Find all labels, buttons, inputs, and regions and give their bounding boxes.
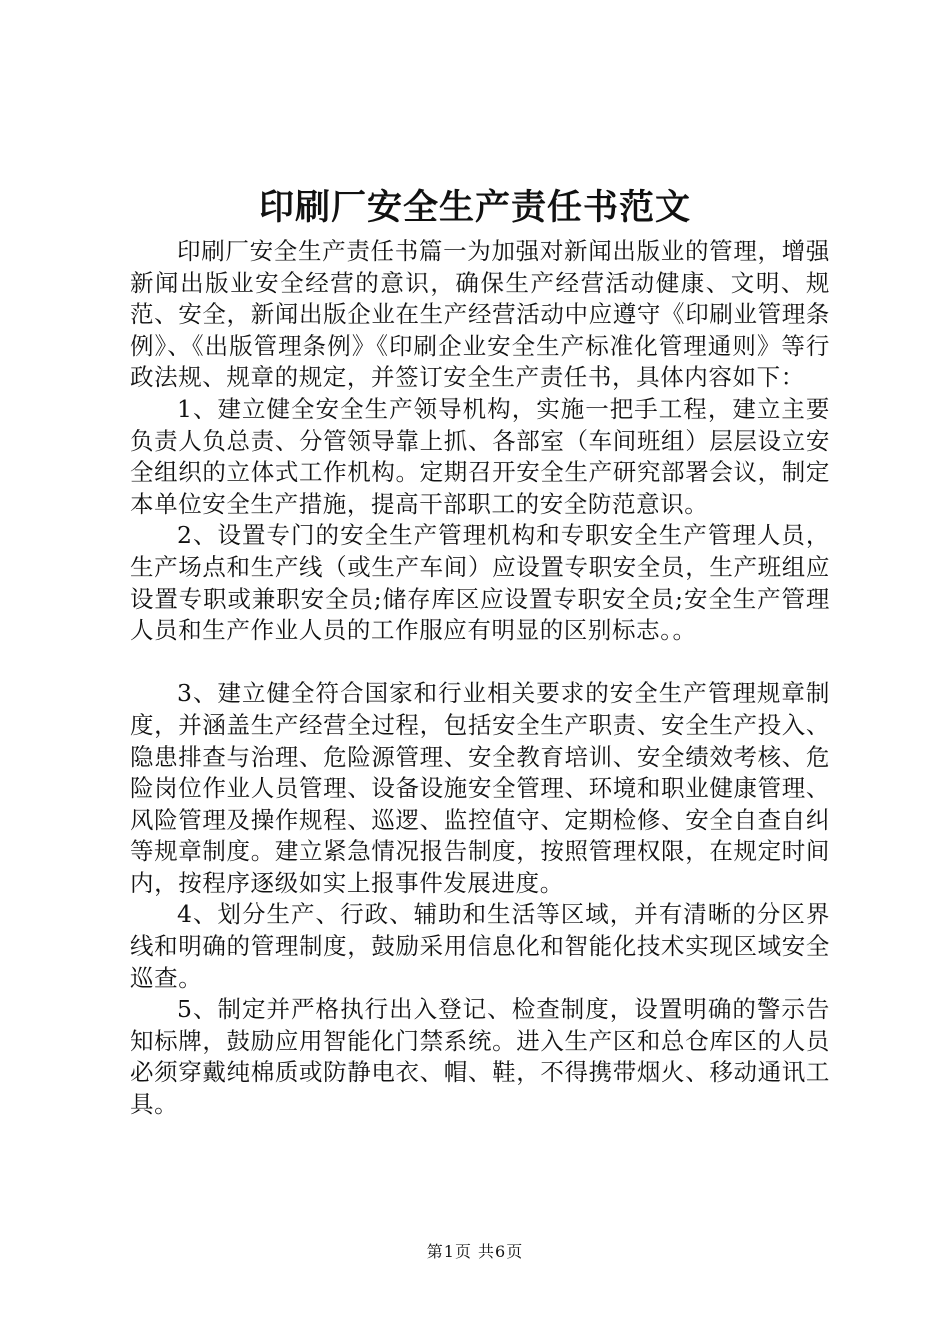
document-title: 印刷厂安全生产责任书范文 <box>258 187 691 228</box>
intro-paragraph: 印刷厂安全生产责任书篇一为加强对新闻出版业的管理，增强新闻出版业安全经营的意识，确保生产经营活动健康、文明、规范、安全，新闻出版企业在生产经营活动中应遵守《印刷业管理条例》、《出版管理条例》《印刷企业安全生产标准化管理通则》等行政法规、规章的规定，并签订安全生产责任书，具体内容如下： <box>130 237 830 392</box>
clause-3-paragraph: 3、建立健全符合国家和行业相关要求的安全生产管理规章制度，并涵盖生产经营全过程，包括安全生产职责、安全生产投入、隐患排查与治理、危险源管理、安全教育培训、安全绩效考核、危险岗位作业人员管理、设备设施安全管理、环境和职业健康管理、风险管理及操作规程、巡逻、监控值守、定期检修、安全自查自纠等规章制度。建立紧急情况报告制度，按照管理权限，在规定时间内，按程序逐级如实上报事件发展进度。 <box>130 679 830 897</box>
clause-4-paragraph: 4、划分生产、行政、辅助和生活等区域，并有清晰的分区界线和明确的管理制度，鼓励采用信息化和智能化技术实现区域安全巡查。 <box>130 900 830 992</box>
document-body <box>130 236 830 1121</box>
page-number-footer: 第1页 共6页 <box>426 1242 524 1261</box>
clause-5-paragraph: 5、制定并严格执行出入登记、检查制度，设置明确的警示告知标牌，鼓励应用智能化门禁系统。进入生产区和总仓库区的人员必须穿戴纯棉质或防静电衣、帽、鞋，不得携带烟火、移动通讯工具。 <box>130 995 830 1119</box>
clause-2-paragraph: 2、设置专门的安全生产管理机构和专职安全生产管理人员，生产场点和生产线（或生产车间）应设置专职安全员，生产班组应设置专职或兼职安全员;储存库区应设置专职安全员;安全生产管理人员和生产作业人员的工作服应有明显的区别标志。。 <box>130 521 830 645</box>
clause-1-paragraph: 1、建立健全安全生产领导机构，实施一把手工程，建立主要负责人负总责、分管领导靠上抓、各部室（车间班组）层层设立安全组织的立体式工作机构。定期召开安全生产研究部署会议，制定本单位安全生产措施，提高干部职工的安全防范意识。 <box>130 394 830 518</box>
